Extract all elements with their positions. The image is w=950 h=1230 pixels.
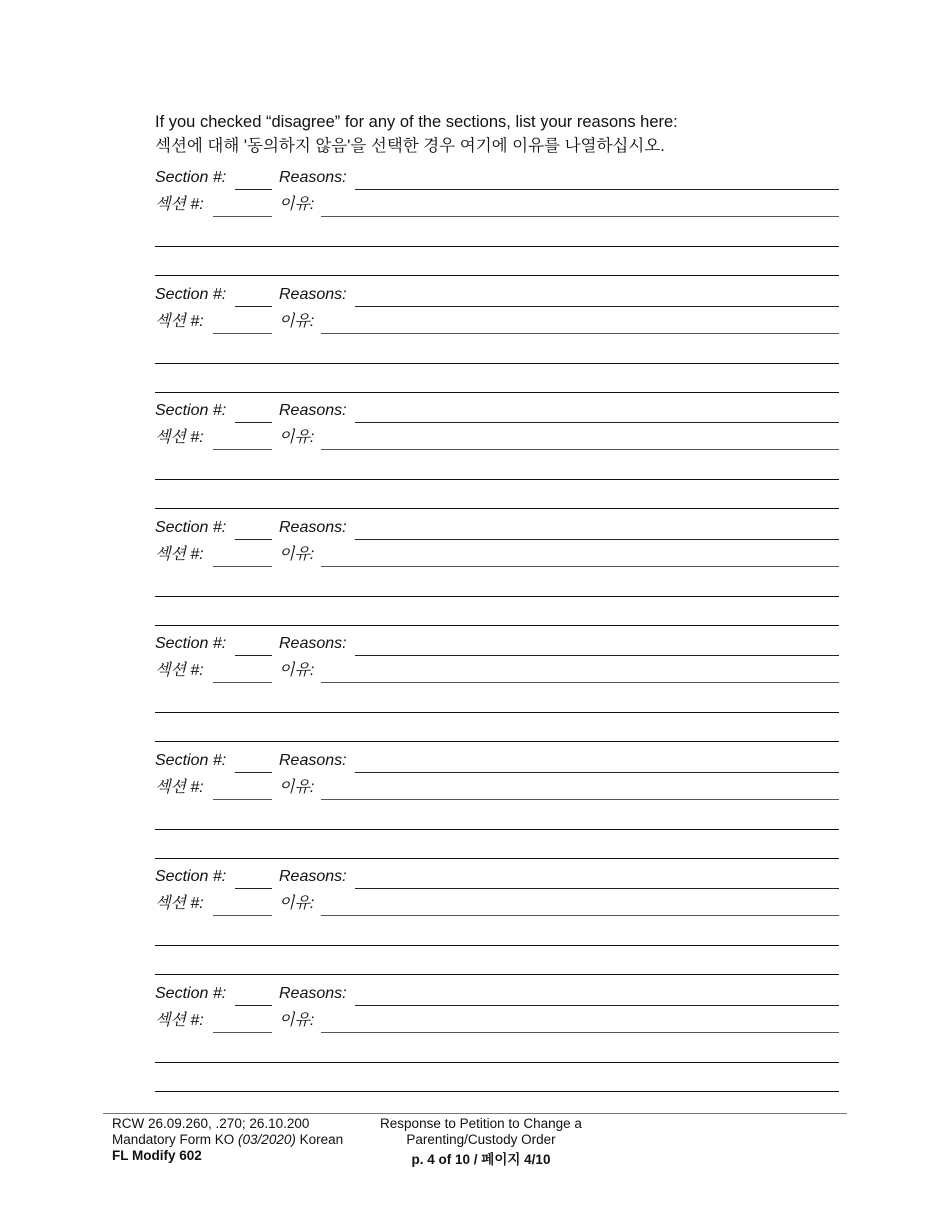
section-row-korean: [155, 1011, 839, 1033]
reasons-label: Reasons:: [279, 169, 347, 186]
reasons-field[interactable]: [355, 772, 839, 773]
reason-line-2[interactable]: [155, 625, 839, 626]
section-number-field-korean[interactable]: [213, 1032, 272, 1033]
section-number-field-korean[interactable]: [213, 216, 272, 217]
reasons-label-korean: 이유:: [279, 196, 315, 213]
section-label: Section #:: [155, 169, 227, 186]
section-row-english: [155, 984, 839, 1006]
footer-divider: [103, 1113, 847, 1114]
reason-entry: [155, 984, 839, 1100]
reason-line-1[interactable]: [155, 246, 839, 247]
reason-line-1[interactable]: [155, 363, 839, 364]
reason-line-1[interactable]: [155, 1062, 839, 1063]
reason-line-2[interactable]: [155, 858, 839, 859]
section-label: Section #:: [155, 635, 227, 652]
reason-line-2[interactable]: [155, 508, 839, 509]
reason-line-2[interactable]: [155, 1091, 839, 1092]
section-row-english: [155, 634, 839, 656]
section-label-korean: 섹션 #:: [155, 662, 204, 679]
footer-form-id: FL Modify 602: [112, 1148, 202, 1163]
section-label: Section #:: [155, 402, 227, 419]
reasons-field[interactable]: [355, 189, 839, 190]
reason-entry: [155, 751, 839, 867]
reasons-field[interactable]: [355, 539, 839, 540]
reasons-label-korean: 이유:: [279, 895, 315, 912]
footer-left: [112, 1116, 343, 1164]
section-number-field[interactable]: [235, 772, 272, 773]
reason-entry: [155, 518, 839, 634]
reason-line-1[interactable]: [155, 479, 839, 480]
reasons-field-korean[interactable]: [321, 1032, 839, 1033]
section-label-korean: 섹션 #:: [155, 545, 204, 563]
reasons-field[interactable]: [355, 888, 839, 889]
section-number-field[interactable]: [235, 539, 272, 540]
section-row-english: [155, 867, 839, 889]
section-row-english: [155, 401, 839, 423]
section-row-korean: [155, 661, 839, 683]
section-number-field-korean[interactable]: [213, 333, 272, 334]
section-label-korean: 섹션 #:: [155, 196, 204, 213]
reasons-label-korean: 이유:: [279, 312, 315, 330]
section-label-korean: 섹션 #:: [155, 312, 204, 330]
section-number-field-korean[interactable]: [213, 449, 272, 450]
reason-line-2[interactable]: [155, 392, 839, 393]
footer-statute: RCW 26.09.260, .270; 26.10.200: [112, 1116, 310, 1131]
instructions-english: If you checked “disagree” for any of the sections, list your reasons here:: [155, 113, 678, 131]
reasons-label: Reasons:: [279, 518, 347, 536]
reason-line-2[interactable]: [155, 741, 839, 742]
reasons-label-korean: 이유:: [279, 1011, 315, 1029]
reason-entry: [155, 168, 839, 284]
section-label: Section #:: [155, 868, 227, 885]
reasons-field[interactable]: [355, 1005, 839, 1006]
section-label: Section #:: [155, 751, 227, 769]
reason-entry: [155, 401, 839, 517]
instructions-korean: 섹션에 대해 '동의하지 않음'을 선택한 경우 여기에 이유를 나열하십시오.: [155, 137, 665, 155]
reason-line-1[interactable]: [155, 945, 839, 946]
reasons-field[interactable]: [355, 655, 839, 656]
section-number-field-korean[interactable]: [213, 915, 272, 916]
reason-entry: [155, 867, 839, 983]
section-label: Section #:: [155, 285, 227, 303]
reason-line-1[interactable]: [155, 712, 839, 713]
section-row-korean: [155, 778, 839, 800]
reasons-field-korean[interactable]: [321, 915, 839, 916]
section-row-korean: [155, 195, 839, 217]
reasons-label-korean: 이유:: [279, 545, 315, 563]
section-number-field[interactable]: [235, 306, 272, 307]
reasons-label: Reasons:: [279, 868, 347, 885]
footer-center: [376, 1116, 586, 1168]
reason-line-2[interactable]: [155, 974, 839, 975]
footer-title-1: Response to Petition to Change a: [380, 1116, 582, 1131]
section-number-field[interactable]: [235, 1005, 272, 1006]
reason-entry: [155, 285, 839, 401]
section-row-english: [155, 168, 839, 190]
reason-line-1[interactable]: [155, 596, 839, 597]
reasons-field[interactable]: [355, 422, 839, 423]
reasons-label-korean: 이유:: [279, 662, 315, 679]
section-row-english: [155, 751, 839, 773]
section-row-korean: [155, 312, 839, 334]
reason-line-2[interactable]: [155, 275, 839, 276]
section-number-field[interactable]: [235, 189, 272, 190]
section-row-english: [155, 518, 839, 540]
reasons-label: Reasons:: [279, 984, 347, 1002]
section-row-english: [155, 285, 839, 307]
reasons-field-korean[interactable]: [321, 682, 839, 683]
section-label-korean: 섹션 #:: [155, 895, 204, 912]
section-row-korean: [155, 545, 839, 567]
reasons-label-korean: 이유:: [279, 778, 315, 796]
section-number-field-korean[interactable]: [213, 566, 272, 567]
section-number-field-korean[interactable]: [213, 682, 272, 683]
reasons-field-korean[interactable]: [321, 449, 839, 450]
reason-entry: [155, 634, 839, 750]
section-number-field-korean[interactable]: [213, 799, 272, 800]
reasons-label: Reasons:: [279, 402, 347, 419]
footer-title-2: Parenting/Custody Order: [406, 1132, 556, 1147]
reasons-label: Reasons:: [279, 285, 347, 303]
section-label: Section #:: [155, 518, 227, 536]
reasons-label: Reasons:: [279, 635, 347, 652]
reasons-field-korean[interactable]: [321, 799, 839, 800]
section-label-korean: 섹션 #:: [155, 778, 204, 796]
section-row-korean: [155, 894, 839, 916]
reason-line-1[interactable]: [155, 829, 839, 830]
reasons-field-korean[interactable]: [321, 216, 839, 217]
section-row-korean: [155, 428, 839, 450]
section-label-korean: 섹션 #:: [155, 1011, 204, 1029]
section-number-field[interactable]: [235, 422, 272, 423]
reasons-field-korean[interactable]: [321, 333, 839, 334]
footer-page-number: p. 4 of 10 / 페이지 4/10: [411, 1152, 551, 1167]
section-number-field[interactable]: [235, 655, 272, 656]
section-number-field[interactable]: [235, 888, 272, 889]
reasons-label-korean: 이유:: [279, 429, 315, 446]
reasons-label: Reasons:: [279, 751, 347, 769]
footer-mandatory: Mandatory Form KO (03/2020) Korean: [112, 1132, 344, 1147]
section-label: Section #:: [155, 984, 227, 1002]
section-label-korean: 섹션 #:: [155, 429, 204, 446]
reasons-field-korean[interactable]: [321, 566, 839, 567]
reasons-field[interactable]: [355, 306, 839, 307]
instructions: [155, 110, 678, 158]
